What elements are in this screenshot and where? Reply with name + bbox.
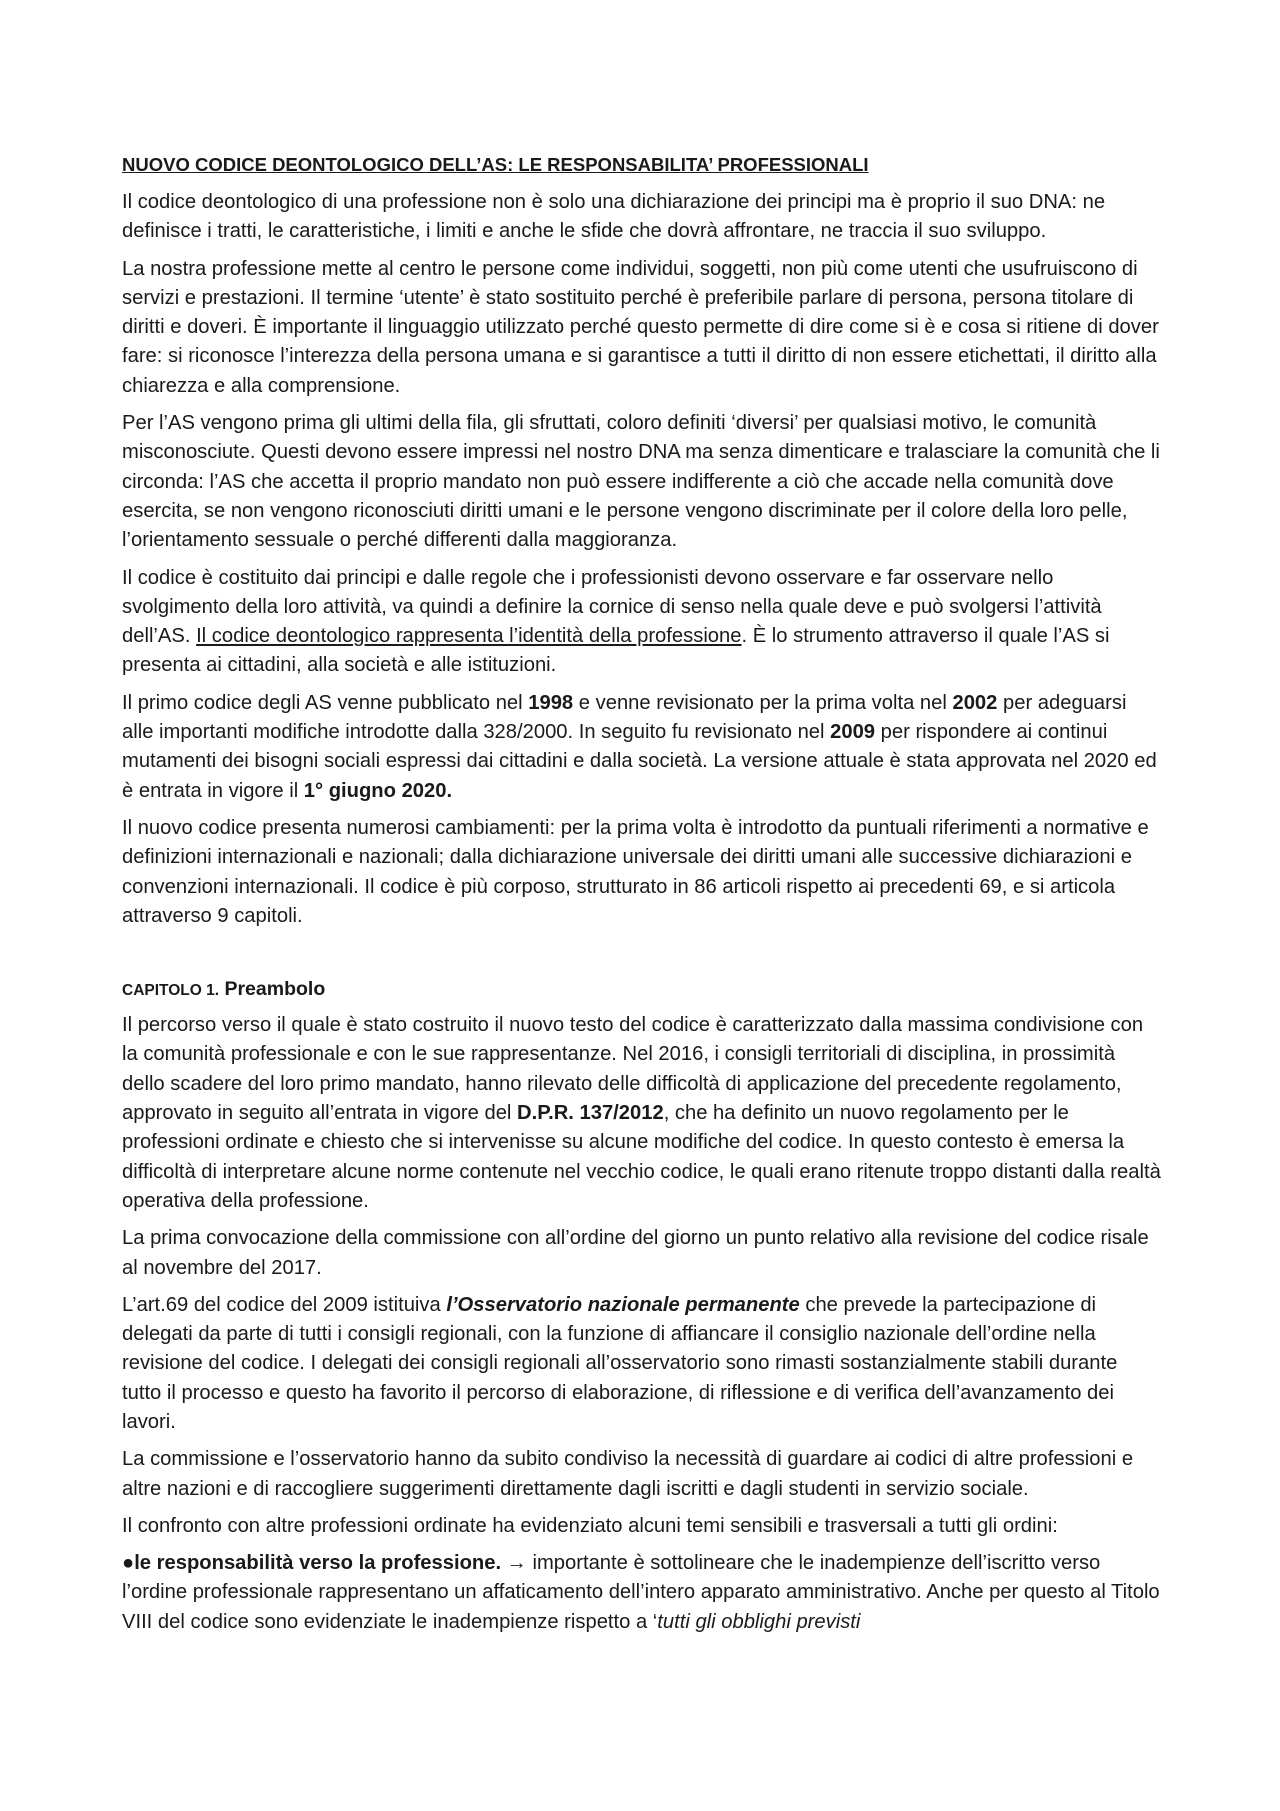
chapter-name: Preambolo: [219, 978, 326, 1001]
year-1998: 1998: [528, 691, 574, 714]
document-title: NUOVO CODICE DEONTOLOGICO DELL’AS: LE RESPONSABILITA’ PROFESSIONALI: [122, 154, 869, 175]
paragraph-persons: La nostra professione mette al centro le persone come individui, soggetti, non più come utenti che usufruiscono di servizi e prestazioni. Il termine ‘utente’ è stato sostituito perché è preferibile parlare di persona, persona titolare di diritti e doveri. È importante il linguaggio utilizzato perché questo permette di dire come si è e cosa si ritiene di dover fare: si riconosce l’interezza della persona umana e si garantisce a tutti il diritto di non essere etichettati, il diritto alla chiarezza e alla comprensione.: [122, 257, 1159, 397]
paragraph-commission: La prima convocazione della commissione con all’ordine del giorno un punto relativo alla revisione del codice risale al novembre del 2017.: [122, 1227, 1149, 1279]
year-2009: 2009: [830, 721, 876, 744]
bullet-item: [122, 1549, 1162, 1637]
date-in-force: 1° giugno 2020.: [303, 779, 453, 802]
bullet-italic: tutti gli obblighi previsti: [657, 1610, 861, 1633]
paragraph-intro: Il codice deontologico di una professione non è solo una dichiarazione dei principi ma è proprio il suo DNA: ne definisce i tratti, le caratteristiche, i limiti e anche le sfide che dovrà affrontare, ne traccia il suo sviluppo.: [122, 191, 1106, 243]
paragraph-other-codes: La commissione e l’osservatorio hanno da subito condiviso la necessità di guardare ai codici di altre professioni e altre nazioni e di raccogliere suggerimenti direttamente dagli iscritti e dagli studenti in servizio sociale.: [122, 1448, 1134, 1500]
chapter-heading: [122, 975, 1162, 1005]
bullet-title: le responsabilità verso la professione.: [134, 1552, 502, 1575]
paragraph-path: [122, 1011, 1162, 1216]
paragraph-observatory: [122, 1291, 1162, 1437]
paragraph-comparison: Il confronto con altre professioni ordinate ha evidenziato alcuni temi sensibili e trasversali a tutti gli ordini:: [122, 1514, 1058, 1537]
observatory-name: l’Osservatorio nazionale permanente: [446, 1293, 800, 1316]
paragraph-changes: Il nuovo codice presenta numerosi cambiamenti: per la prima volta è introdotto da puntuali riferimenti a normative e definizioni internazionali e nazionali; dalla dichiarazione universale dei diritti umani alle successive dichiarazioni e convenzioni internazionali. Il codice è più corposo, strutturato in 86 articoli rispetto ai precedenti 69, e si articola attraverso 9 capitoli.: [122, 816, 1149, 927]
arrow-icon: →: [501, 1552, 533, 1575]
chapter-label: CAPITOLO 1.: [122, 982, 220, 1000]
text-span: e venne revisionato per la prima volta nel: [573, 691, 953, 714]
dpr-reference: D.P.R. 137/2012: [517, 1102, 664, 1125]
text-span: per adeguarsi alle importanti modifiche introdotte dalla 328/2000. In seguito fu revisionato nel: [122, 691, 1127, 744]
text-span: per rispondere ai continui mutamenti dei bisogni sociali espressi dai cittadini e dalla società. La versione attuale è stata approvata nel 2020 ed è entrata in vigore il: [122, 721, 1157, 802]
bullet-icon: ●: [122, 1552, 135, 1575]
text-span: Il percorso verso il quale è stato costruito il nuovo testo del codice è caratterizzato dalla massima condivisione con la comunità professionale e con le sue rappresentanze. Nel 2016, i consigli territoriali di disciplina, in prossimità dello scadere del loro primo mandato, hanno rilevato delle difficoltà di applicazione del precedente regolamento, approvato in seguito all’entrata in vigore del: [122, 1014, 1144, 1125]
document-page: [122, 152, 1162, 1645]
bullet-text: importante è sottolineare che le inadempienze dell’iscritto verso l’ordine professionale rappresentano un affaticamento dell’intero apparato amministrativo. Anche per questo al Titolo VIII del codice sono evidenziate le inadempienze rispetto a ‘: [122, 1552, 1160, 1633]
text-span: , che ha definito un nuovo regolamento per le professioni ordinate e chiesto che si intervenisse su alcune modifiche del codice. In questo contesto è emersa la difficoltà di interpretare alcune norme contenute nel vecchio codice, le quali erano ritenute troppo distanti dalla realtà operativa della professione.: [122, 1102, 1161, 1212]
text-span: L’art.69 del codice del 2009 istituiva: [122, 1293, 447, 1316]
underlined-statement: Il codice deontologico rappresenta l’identità della professione: [196, 625, 742, 648]
paragraph-last-of-line: Per l’AS vengono prima gli ultimi della fila, gli sfruttati, coloro definiti ‘diversi’ per qualsiasi motivo, le comunità misconosciute. Questi devono essere impressi nel nostro DNA ma senza dimenticare e tralasciare la comunità che li circonda: l’AS che accetta il proprio mandato non può essere indifferente a ciò che accade nella comunità dove esercita, se non vengono riconosciuti diritti umani e le persone vengono discriminate per il colore della loro pelle, l’orientamento sessuale o perché differenti dalla maggioranza.: [122, 412, 1160, 552]
paragraph-history: [122, 689, 1162, 806]
text-span: Il primo codice degli AS venne pubblicato nel: [122, 691, 529, 714]
text-span: che prevede la partecipazione di delegati da parte di tutti i consigli regionali, con la funzione di affiancare il consiglio nazionale dell’ordine nella revisione del codice. I delegati dei consigli regionali all’osservatorio sono rimasti sostanzialmente stabili durante tutto il processo e questo ha favorito il percorso di elaborazione, di riflessione e di verifica dell’avanzamento dei lavori.: [122, 1293, 1118, 1433]
spacer: [122, 939, 1162, 975]
text-span: Il codice è costituito dai principi e dalle regole che i professionisti devono osservare e far osservare nello svolgimento della loro attività, va quindi a definire la cornice di senso nella quale deve e può svolgersi l’attività dell’AS.: [122, 566, 1102, 648]
paragraph-code-definition: [122, 564, 1162, 681]
text-span: . È lo strumento attraverso il quale l’AS si presenta ai cittadini, alla società e alle istituzioni.: [122, 625, 1110, 677]
year-2002: 2002: [952, 691, 998, 714]
